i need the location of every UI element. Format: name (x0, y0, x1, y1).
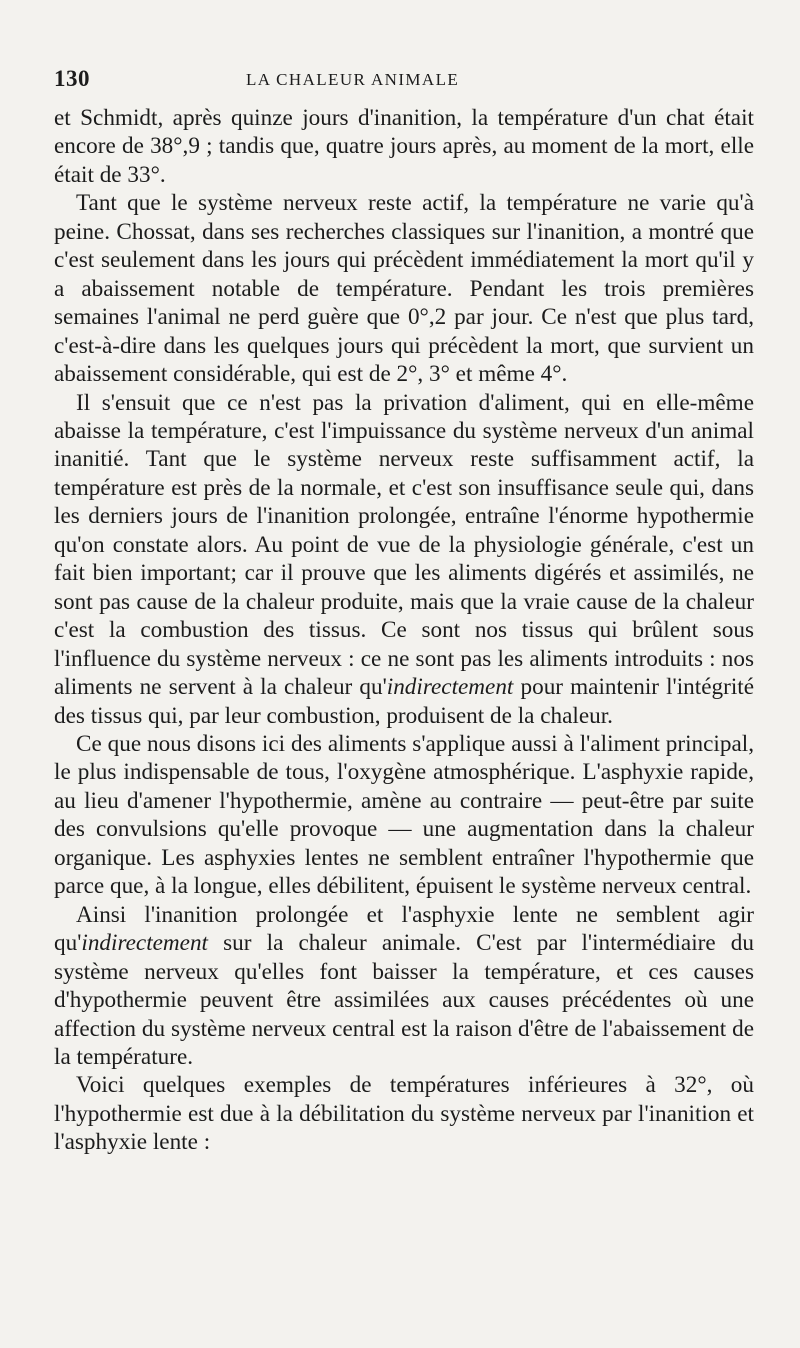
paragraph-3 (54, 389, 754, 730)
paragraph-text: Voici quelques exemples de températures inférieures à 32°, où l'hypothermie est due à la débilitation du système nerveux par l'inanition et l'asphyxie lente : (54, 1072, 754, 1156)
paragraph-text: Tant que le système nerveux reste actif, la température ne varie qu'à peine. Chossat, dans ses recherches classiques sur l'inanition, a montré que c'est seulement dans les jours qui précèdent immédiatement la mort qu'il y a abaissement notable de température. Pendant les trois premières semaines l'animal ne perd guère que 0°,2 par jour. Ce n'est que plus tard, c'est-à-dire dans les quelques jours qui précèdent la mort, que survient un abaissement considérable, qui est de 2°, 3° et même 4°. (54, 190, 754, 388)
italic-emphasis: indirectement (81, 930, 209, 957)
paragraph-text: sur la chaleur animale. C'est par l'intermédiaire du système nerveux qu'elles font baisser la température, et ces causes d'hypothermie peuvent être assimilées aux causes précédentes où une affection du système nerveux central est la raison d'être de l'abaissement de la température. (54, 930, 754, 1070)
running-head (54, 66, 752, 96)
running-title: LA CHALEUR ANIMALE (246, 70, 460, 89)
paragraph-1 (54, 104, 754, 189)
page-number: 130 (54, 66, 90, 91)
paragraph-text: Il s'ensuit que ce n'est pas la privation d'aliment, qui en elle-même abaisse la température, c'est l'impuissance du système nerveux d'un animal inanitié. Tant que le système nerveux reste suffisamment actif, la température est près de la normale, et c'est son insuffisance seule qui, dans les derniers jours de l'inanition prolongée, entraîne l'énorme hypothermie qu'on constate alors. Au point de vue de la physiologie générale, c'est un fait bien important; car il prouve que les aliments digérés et assimilés, ne sont pas cause de la chaleur produite, mais que la vraie cause de la chaleur c'est la combustion des tissus. Ce sont nos tissus qui brûlent sous l'influence du système nerveux : ce ne sont pas les aliments introduits : nos aliments ne servent à la chaleur qu' (54, 389, 754, 701)
paragraph-2 (54, 189, 754, 388)
paragraph-text: pour maintenir l'intégrité des tissus qui, par leur combustion, produisent de la chaleur. (54, 674, 754, 729)
paragraph-text: Ce que nous disons ici des aliments s'applique aussi à l'aliment principal, le plus indispensable de tous, l'oxygène atmosphérique. L'asphyxie rapide, au lieu d'amener l'hypothermie, amène au contraire — peut-être par suite des convulsions qu'elle provoque — une augmentation dans la chaleur organique. Les asphyxies lentes ne semblent entraîner l'hypothermie que parce que, à la longue, elles débilitent, épuisent le système nerveux central. (54, 730, 754, 900)
paragraph-text: Ainsi l'inanition prolongée et l'asphyxie lente ne semblent agir qu' (54, 901, 754, 957)
paragraph-4 (54, 730, 754, 901)
paragraph-5 (54, 901, 754, 1072)
body-text (54, 104, 754, 1157)
paragraph-6 (54, 1071, 754, 1156)
paragraph-text: et Schmidt, après quinze jours d'inanition, la température d'un chat était encore de 38°,9 ; tandis que, quatre jours après, au moment de la mort, elle était de 33°. (54, 105, 754, 188)
italic-emphasis: indirectement (386, 674, 514, 701)
